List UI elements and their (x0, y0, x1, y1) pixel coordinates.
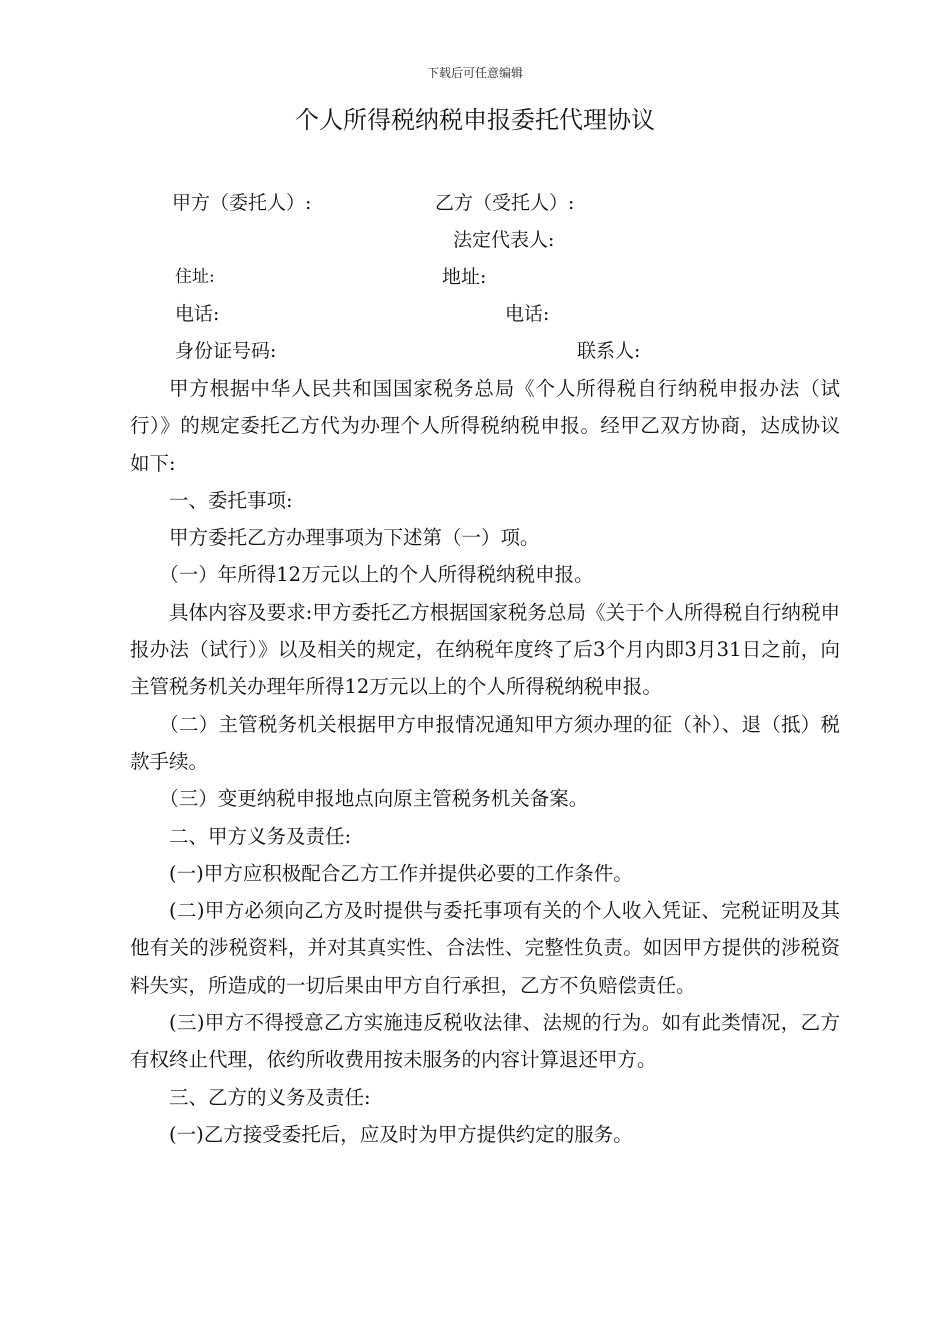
phone-b-label: 电话: (505, 303, 550, 325)
clause-item: （三）变更纳税申报地点向原主管税务机关备案。 (159, 787, 589, 811)
body-paragraph: 具体内容及要求:甲方委托乙方根据国家税务总局《关于个人所得税自行纳税申报办法（试行）》以及相关的规定，在纳税年度终了后3个月内即3月31日之前，向主管税务机关办理年所得12万元以上的个人所得税纳税申报。 (130, 600, 840, 699)
header-note: 下载后可任意编辑 (426, 66, 523, 80)
body-paragraph: 甲方委托乙方办理事项为下述第（一）项。 (169, 526, 540, 550)
clause-item: （二）主管税务机关根据甲方申报情况通知甲方须办理的征（补）、退（抵）税款手续。 (130, 712, 840, 773)
address-label: 地址: (442, 266, 487, 288)
section-heading: 二、甲方义务及责任: (169, 824, 352, 848)
id-number-label: 身份证号码: (175, 340, 277, 362)
section-heading: 一、委托事项: (169, 488, 293, 512)
residence-label: 住址: (175, 267, 215, 287)
contact-label: 联系人: (577, 340, 641, 362)
clause-item: (一)甲方应积极配合乙方工作并提供必要的工作条件。 (169, 861, 633, 885)
clause-item: （一）年所得12万元以上的个人所得税纳税申报。 (159, 563, 594, 587)
section-heading: 三、乙方的义务及责任: (169, 1085, 371, 1109)
clause-item: (一)乙方接受委托后，应及时为甲方提供约定的服务。 (169, 1122, 633, 1146)
clause-item: (二)甲方必须向乙方及时提供与委托事项有关的个人收入凭证、完税证明及其他有关的涉税资料，并对其真实性、合法性、完整性负责。如因甲方提供的涉税资料失实，所造成的一切后果由甲方自行承担，乙方不负赔偿责任。 (130, 899, 840, 997)
clause-item: (三)甲方不得授意乙方实施违反税收法律、法规的行为。如有此类情况，乙方有权终止代理，依约所收费用按未服务的内容计算退还甲方。 (130, 1011, 840, 1072)
party-b-label: 乙方（受托人）: (435, 192, 575, 214)
document-title: 个人所得税纳税申报委托代理协议 (295, 106, 655, 134)
agreement-body (130, 370, 840, 1153)
intro-paragraph: 甲方根据中华人民共和国国家税务总局《个人所得税自行纳税申报办法（试行）》的规定委托乙方代为办理个人所得税纳税申报。经甲乙双方协商，达成协议如下: (130, 377, 840, 475)
party-a-label: 甲方（委托人）: (172, 192, 312, 214)
legal-rep-label: 法定代表人: (453, 229, 555, 251)
phone-a-label: 电话: (175, 303, 220, 325)
